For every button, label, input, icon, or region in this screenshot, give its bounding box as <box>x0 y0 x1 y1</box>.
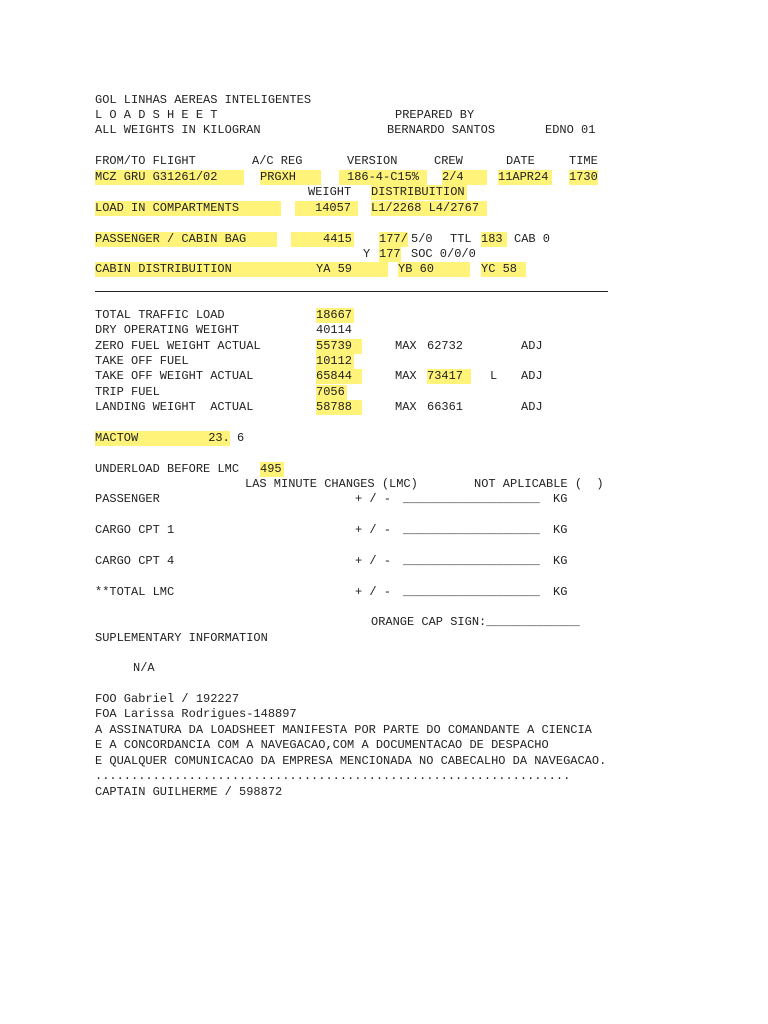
compartments-distribution: L1/2268 L4/2767 <box>371 201 487 216</box>
weight-distribution-header <box>95 185 465 200</box>
statement-line-1: A ASSINATURA DA LOADSHEET MANIFESTA POR PARTE DO COMANDANTE A CIENCIA <box>95 723 592 737</box>
lmc-label: CARGO CPT 4 <box>95 554 175 568</box>
mactow-value: 23. <box>208 431 230 445</box>
zfw-max-label: MAX <box>395 339 417 353</box>
distribution-label: DISTRIBUITION <box>371 185 465 199</box>
lmc-entry-field: ___________________ <box>403 492 540 506</box>
lmc-row-cargo-cpt1 <box>95 523 568 538</box>
lmc-label: **TOTAL LMC <box>95 585 175 599</box>
lmc-unit: KG <box>553 523 568 537</box>
supplementary-title: SUPLEMENTARY INFORMATION <box>95 631 268 645</box>
mactow-highlight <box>95 431 230 446</box>
landing-weight-row <box>95 400 543 415</box>
cabin-ya: YA 59 <box>276 262 388 277</box>
soc-label: SOC 0/0/0 <box>411 247 476 261</box>
cabin-yc: YC 58 <box>481 262 526 277</box>
header-version: VERSION <box>347 154 398 168</box>
lmc-row-passenger <box>95 492 568 507</box>
cab-label: CAB 0 <box>514 232 551 246</box>
lmc-sign: + / - <box>355 523 392 537</box>
total-traffic-load-value: 18667 <box>316 308 353 322</box>
pax-rest: 5/0 <box>411 232 433 246</box>
mactow-row <box>95 431 245 446</box>
ttl-label: TTL <box>450 232 472 246</box>
compartments-label: LOAD IN COMPARTMENTS <box>95 201 281 216</box>
cabin-yb: YB 60 <box>398 262 470 277</box>
dry-operating-weight-value: 40114 <box>316 323 353 337</box>
prepared-by-name: BERNARDO SANTOS <box>387 123 496 137</box>
lmc-not-applicable: NOT APLICABLE ( ) <box>474 477 604 491</box>
edition-number: EDNO 01 <box>545 123 596 137</box>
y-label: Y <box>363 247 371 261</box>
lmc-sign: + / - <box>355 585 392 599</box>
pax-count: 177/ <box>379 232 408 246</box>
supplementary-value: N/A <box>133 661 155 675</box>
lmc-unit: KG <box>553 554 568 568</box>
route-flight: MCZ GRU G31261/02 <box>95 170 244 185</box>
foo-line: FOO Gabriel / 192227 <box>95 692 240 706</box>
statement-line-2: E A CONCORDANCIA COM A NAVEGACAO,COM A DOCUMENTACAO DE DESPACHO <box>95 738 549 752</box>
lmc-entry-field: ___________________ <box>403 554 540 568</box>
orange-cap-sign: ORANGE CAP SIGN:_____________ <box>371 615 580 629</box>
ttl-value: 183 <box>481 232 507 247</box>
header-time: TIME <box>569 154 598 168</box>
weights-unit: ALL WEIGHTS IN KILOGRAN <box>95 123 261 137</box>
take-off-weight-row <box>95 369 543 384</box>
tof-label: TAKE OFF FUEL <box>95 354 189 368</box>
lmc-row-total <box>95 585 568 600</box>
lmc-label: CARGO CPT 1 <box>95 523 175 537</box>
flight-headers-row <box>95 154 598 169</box>
y-value: 177 <box>379 247 401 261</box>
header-from-to-flight: FROM/TO FLIGHT <box>95 154 196 168</box>
time-value: 1730 <box>569 170 598 184</box>
y-soc-row <box>95 247 476 262</box>
company-name: GOL LINHAS AEREAS INTELIGENTES <box>95 93 312 107</box>
underload-label: UNDERLOAD BEFORE LMC <box>95 462 240 476</box>
zfw-adj: ADJ <box>521 339 543 353</box>
header-row-3 <box>95 123 596 138</box>
cabin-distribution-row <box>95 262 518 277</box>
crew-value: 2/4 <box>442 170 487 185</box>
document-title: L O A D S H E E T <box>95 108 218 122</box>
trip-fuel-label: TRIP FUEL <box>95 385 160 399</box>
trip-fuel-value: 7056 <box>316 385 345 399</box>
captain-line: CAPTAIN GUILHERME / 598872 <box>95 785 283 799</box>
lmc-entry-field: ___________________ <box>403 523 540 537</box>
passenger-row <box>95 232 551 247</box>
orange-cap-row <box>95 615 580 630</box>
version-value: 186-4-C15% <box>339 170 427 185</box>
lmc-title-row <box>95 477 604 492</box>
compartments-weight: 14057 <box>295 201 358 216</box>
prepared-by-label: PREPARED BY <box>395 108 475 122</box>
ac-reg-value: PRGXH <box>260 170 321 185</box>
take-off-fuel-row <box>95 354 353 369</box>
zfw-max-value: 62732 <box>427 339 464 353</box>
lw-max-label: MAX <box>395 400 417 414</box>
weight-label: WEIGHT <box>308 185 352 199</box>
zero-fuel-weight-row <box>95 339 543 354</box>
tow-max-label: MAX <box>395 369 417 383</box>
lw-label: LANDING WEIGHT ACTUAL <box>95 400 254 414</box>
lmc-label: PASSENGER <box>95 492 160 506</box>
lmc-entry-field: ___________________ <box>403 585 540 599</box>
lmc-unit: KG <box>553 492 568 506</box>
cabin-distribution-label: CABIN DISTRIBUITION <box>95 262 277 277</box>
tow-limit: L <box>490 369 498 383</box>
header-row-2 <box>95 108 475 123</box>
lw-value: 58788 <box>316 400 362 415</box>
mactow-label: MACTOW <box>95 431 139 445</box>
lw-adj: ADJ <box>521 400 543 414</box>
lmc-sign: + / - <box>355 554 392 568</box>
compartments-row <box>95 201 480 216</box>
passenger-label: PASSENGER / CABIN BAG <box>95 232 277 247</box>
signature-dots: .................................................................. <box>95 769 571 783</box>
total-traffic-load-label: TOTAL TRAFFIC LOAD <box>95 308 225 322</box>
foa-line: FOA Larissa Rodrigues-148897 <box>95 707 297 721</box>
lmc-row-cargo-cpt4 <box>95 554 568 569</box>
mactow-decimal: 6 <box>237 431 245 445</box>
statement-line-3: E QUALQUER COMUNICACAO DA EMPRESA MENCIONADA NO CABECALHO DA NAVEGACAO. <box>95 754 607 768</box>
lmc-sign: + / - <box>355 492 392 506</box>
tow-value: 65844 <box>316 369 362 384</box>
dry-operating-weight-label: DRY OPERATING WEIGHT <box>95 323 240 337</box>
date-value: 11APR24 <box>498 170 552 185</box>
flight-values-row <box>95 170 598 185</box>
tow-label: TAKE OFF WEIGHT ACTUAL <box>95 369 254 383</box>
lmc-title: LAS MINUTE CHANGES (LMC) <box>245 477 418 491</box>
tow-adj: ADJ <box>521 369 543 383</box>
header-date: DATE <box>506 154 535 168</box>
lmc-unit: KG <box>553 585 568 599</box>
zfw-label: ZERO FUEL WEIGHT ACTUAL <box>95 339 261 353</box>
header-ac-reg: A/C REG <box>252 154 303 168</box>
underload-value: 495 <box>260 462 282 476</box>
header-crew: CREW <box>434 154 463 168</box>
zfw-value: 55739 <box>316 339 362 354</box>
tof-value: 10112 <box>316 354 353 368</box>
passenger-weight: 4415 <box>291 232 354 247</box>
underload-row <box>95 462 282 477</box>
trip-fuel-row <box>95 385 345 400</box>
tow-max-value: 73417 <box>427 369 471 384</box>
dry-operating-weight-row <box>95 323 353 338</box>
total-traffic-load-row <box>95 308 353 323</box>
section-divider <box>95 291 608 292</box>
lw-max-value: 66361 <box>427 400 464 414</box>
